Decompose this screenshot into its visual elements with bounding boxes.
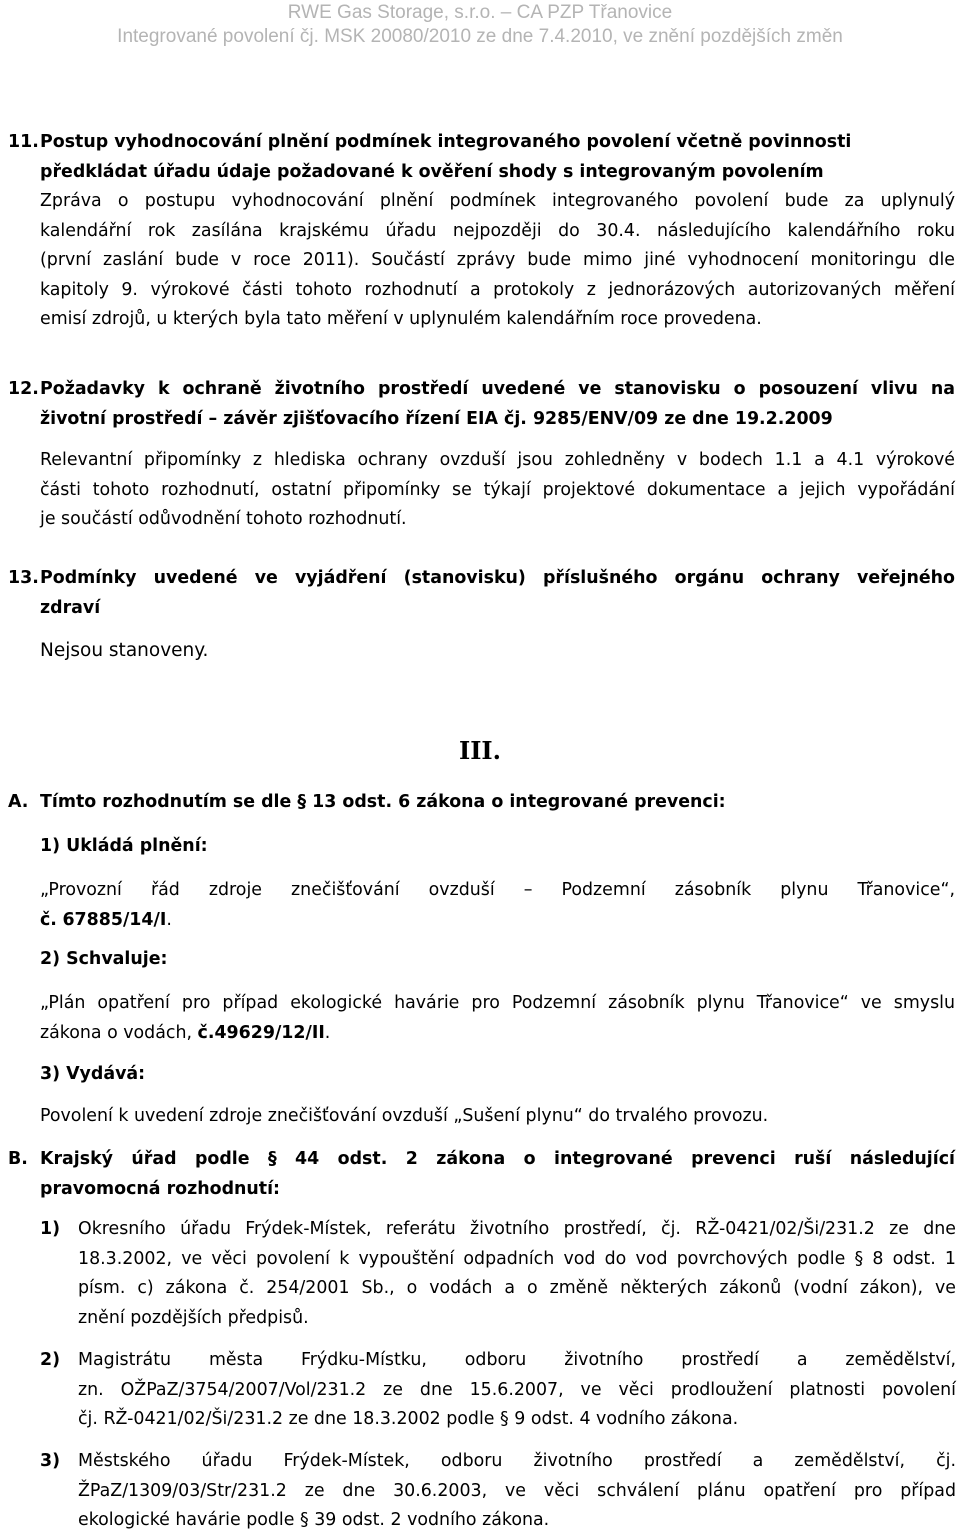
section-11-title-line2: předkládat úřadu údaje požadované k ověření shody s integrovaným povolením xyxy=(40,161,824,182)
b-item-number: 1) xyxy=(40,1219,61,1239)
section-12-text-line1: Relevantní připomínky z hlediska ochrany ovzduší jsou zohledněny v bodech 1.1 a 4.1 výrokové xyxy=(40,450,955,470)
b-item-line: čj. RŽ-0421/02/Ši/231.2 ze dne 18.3.2002 podle § 9 odst. 4 vodního zákona. xyxy=(78,1409,739,1429)
section-13-number: 13. xyxy=(8,568,39,588)
section-12-title-line1: Požadavky k ochraně životního prostředí uvedené ve stanovisku o posouzení vlivu na xyxy=(40,379,955,399)
part-a-title-pre: Tímto rozhodnutím se dle xyxy=(40,792,292,812)
a-sub1-text-line2 xyxy=(40,906,955,936)
part-b-label: B. xyxy=(8,1149,28,1169)
section-12-text xyxy=(40,446,955,535)
a-sub1-label: 1) Ukládá plnění: xyxy=(40,836,208,856)
section-12-title-line2: životní prostředí – závěr zjišťovacího řízení EIA čj. 9285/ENV/09 ze dne 19.2.2009 xyxy=(40,408,833,429)
header-company: RWE Gas Storage, s.r.o. – CA PZP Třanovice xyxy=(287,2,673,23)
part-a-label: A. xyxy=(8,792,29,812)
a-sub1-ref-number: 67885/14/I xyxy=(62,909,167,930)
section-13 xyxy=(40,564,955,623)
part-a-title xyxy=(40,788,955,818)
section-11-text-line2: kalendářní rok zasílána krajskému úřadu nejpozději do 30.4. následujícího kalendářního roku xyxy=(40,220,955,241)
part-b-title-line1: Krajský úřad podle § 44 odst. 2 zákona o integrované prevenci ruší následující xyxy=(40,1149,955,1169)
a-sub2-text-line1: „Plán opatření pro případ ekologické havárie pro Podzemní zásobník plynu Třanovice“ ve smyslu xyxy=(40,993,955,1013)
b-item-line: zn. OŽPaZ/3754/2007/Vol/231.2 ze dne 15.6.2007, ve věci prodloužení platnosti povolení xyxy=(78,1379,956,1400)
section-sign: § xyxy=(297,792,307,812)
section-11-text-line3: (první zaslání bude v roce 2011). Součástí zprávy bude mimo jiné vyhodnocení monitoringu dle xyxy=(40,250,955,270)
a-sub2-text xyxy=(40,989,955,1048)
section-12-text-line2: části tohoto rozhodnutí, ostatní připomínky se týkají projektové dokumentace a jejich vypořádání xyxy=(40,479,955,500)
header-permit-reference: Integrované povolení čj. MSK 20080/2010 ze dne 7.4.2010, ve znění pozdějších změn xyxy=(117,26,843,47)
a-sub3-label: 3) Vydává: xyxy=(40,1064,146,1084)
b-item-number: 3) xyxy=(40,1451,61,1471)
section-13-title-line1: Podmínky uvedené ve vyjádření (stanovisku) příslušného orgánu ochrany veřejného xyxy=(40,568,955,588)
part-b-title-line2: pravomocná rozhodnutí: xyxy=(40,1178,281,1199)
section-12-number: 12. xyxy=(8,379,39,399)
section-11-text-line1: Zpráva o postupu vyhodnocování plnění podmínek integrovaného povolení bude za uplynulý xyxy=(40,191,955,211)
a-sub1-text-line1: „Provozní řád zdroje znečišťování ovzduší – Podzemní zásobník plynu Třanovice“, xyxy=(40,880,955,900)
b-item-line: ekologické havárie podle § 39 odst. 2 vodního zákona. xyxy=(78,1510,550,1530)
part-a-title-post: 13 odst. 6 zákona o integrované prevenci: xyxy=(312,792,726,812)
b-item-line: 18.3.2002, ve věci povolení k vypouštění odpadních vod do vod povrchových podle § 8 odst. 1 xyxy=(78,1248,956,1269)
section-11-text-line4: kapitoly 9. výrokové části tohoto rozhodnutí a protokoly z jednorázových autorizovaných měření xyxy=(40,279,955,300)
a-sub2-label: 2) Schvaluje: xyxy=(40,949,168,969)
section-11 xyxy=(40,128,955,335)
b-item-line: Okresního úřadu Frýdek-Místek, referátu životního prostředí, čj. RŽ-0421/02/Ši/231.2 ze dne xyxy=(78,1219,956,1239)
section-12 xyxy=(40,375,955,434)
b-item-number: 2) xyxy=(40,1350,61,1370)
a-sub2-text-line2 xyxy=(40,1019,955,1049)
section-11-number: 11. xyxy=(8,132,39,152)
b-item-line: písm. c) zákona č. 254/2001 Sb., o vodách a o změně některých zákonů (vodní zákon), ve xyxy=(78,1278,956,1298)
a-sub3-text: Povolení k uvedení zdroje znečišťování ovzduší „Sušení plynu“ do trvalého provozu. xyxy=(40,1106,769,1126)
a-sub1-text xyxy=(40,876,955,935)
b-item xyxy=(78,1447,956,1536)
part-b-title xyxy=(40,1145,955,1204)
section-11-title-line1: Postup vyhodnocování plnění podmínek integrovaného povolení včetně povinnosti xyxy=(40,132,852,152)
a-sub1-ref-dot: . xyxy=(166,909,172,930)
b-item-line: Magistrátu města Frýdku-Místku, odboru životního prostředí a zemědělství, xyxy=(78,1350,956,1370)
a-sub2-text-pre: zákona o vodách, xyxy=(40,1022,192,1043)
section-11-text-line5: emisí zdrojů, u kterých byla tato měření v uplynulém kalendářním roce provedena. xyxy=(40,309,762,329)
section-13-title-line2: zdraví xyxy=(40,597,101,618)
b-item-line: ŽPaZ/1309/03/Str/231.2 ze dne 30.6.2003, ve věci schválení plánu opatření pro případ xyxy=(78,1480,956,1501)
b-item-line: Městského úřadu Frýdek-Místek, odboru životního prostředí a zemědělství, čj. xyxy=(78,1451,956,1471)
b-item xyxy=(78,1346,956,1435)
part-heading: III. xyxy=(458,736,502,765)
b-item-line: znění pozdějších předpisů. xyxy=(78,1307,309,1328)
b-item xyxy=(78,1215,956,1333)
section-13-text: Nejsou stanoveny. xyxy=(40,640,209,661)
a-sub1-ref-prefix: č. xyxy=(40,909,57,930)
a-sub2-ref-dot: . xyxy=(324,1022,331,1043)
a-sub2-ref-number: č.49629/12/II xyxy=(197,1022,325,1043)
section-12-text-line3: je součástí odůvodnění tohoto rozhodnutí. xyxy=(40,509,407,529)
